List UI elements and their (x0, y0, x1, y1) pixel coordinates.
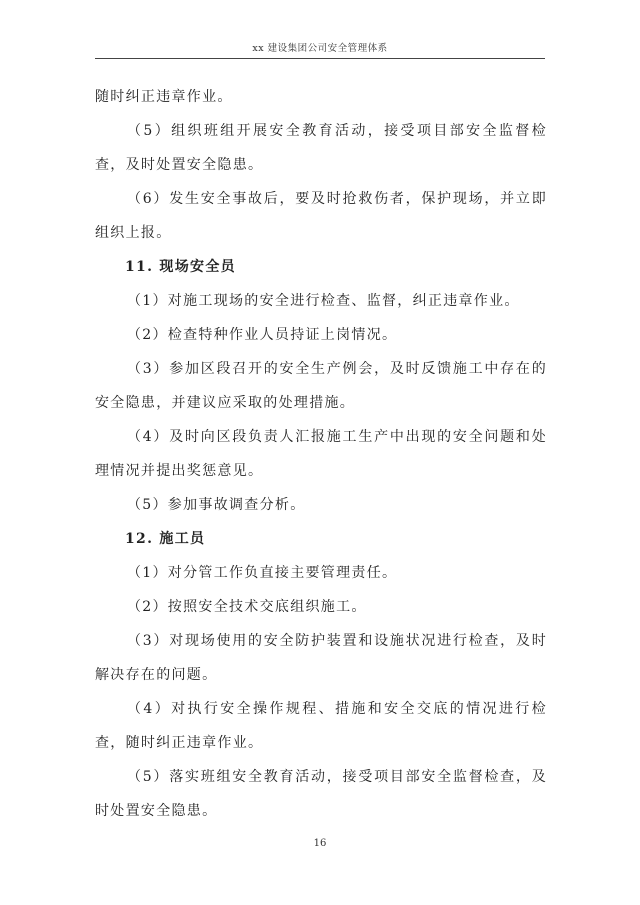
paragraph: （2）按照安全技术交底组织施工。 (127, 599, 367, 615)
page-header: xx 建设集团公司安全管理体系 (252, 43, 388, 54)
paragraph: （2）检查特种作业人员持证上岗情况。 (127, 327, 398, 343)
paragraph: （4）对执行安全操作规程、措施和安全交底的情况进行检查，随时纠正违章作业。 (95, 701, 547, 751)
section-heading: 11. 现场安全员 (125, 259, 236, 275)
paragraph: （5）落实班组安全教育活动，接受项目部安全监督检查，及时处置安全隐患。 (95, 769, 547, 819)
section-heading: 12. 施工员 (125, 531, 206, 547)
page-number: 16 (313, 838, 327, 849)
document-body (95, 80, 547, 828)
paragraph: （1）对施工现场的安全进行检查、监督，纠正违章作业。 (127, 293, 520, 309)
paragraph: （5）参加事故调查分析。 (127, 497, 306, 513)
paragraph: （5）组织班组开展安全教育活动，接受项目部安全监督检查，及时处置安全隐患。 (95, 123, 547, 173)
paragraph: 随时纠正违章作业。 (95, 89, 233, 105)
paragraph: （3）参加区段召开的安全生产例会，及时反馈施工中存在的安全隐患，并建议应采取的处理措施。 (95, 361, 547, 411)
paragraph: （3）对现场使用的安全防护装置和设施状况进行检查，及时解决存在的问题。 (95, 633, 547, 683)
paragraph: （4）及时向区段负责人汇报施工生产中出现的安全问题和处理情况并提出奖惩意见。 (95, 429, 547, 479)
header-rule (95, 58, 545, 59)
paragraph: （6）发生安全事故后，要及时抢救伤者，保护现场，并立即组织上报。 (95, 191, 547, 241)
paragraph: （1）对分管工作负直接主要管理责任。 (127, 565, 398, 581)
